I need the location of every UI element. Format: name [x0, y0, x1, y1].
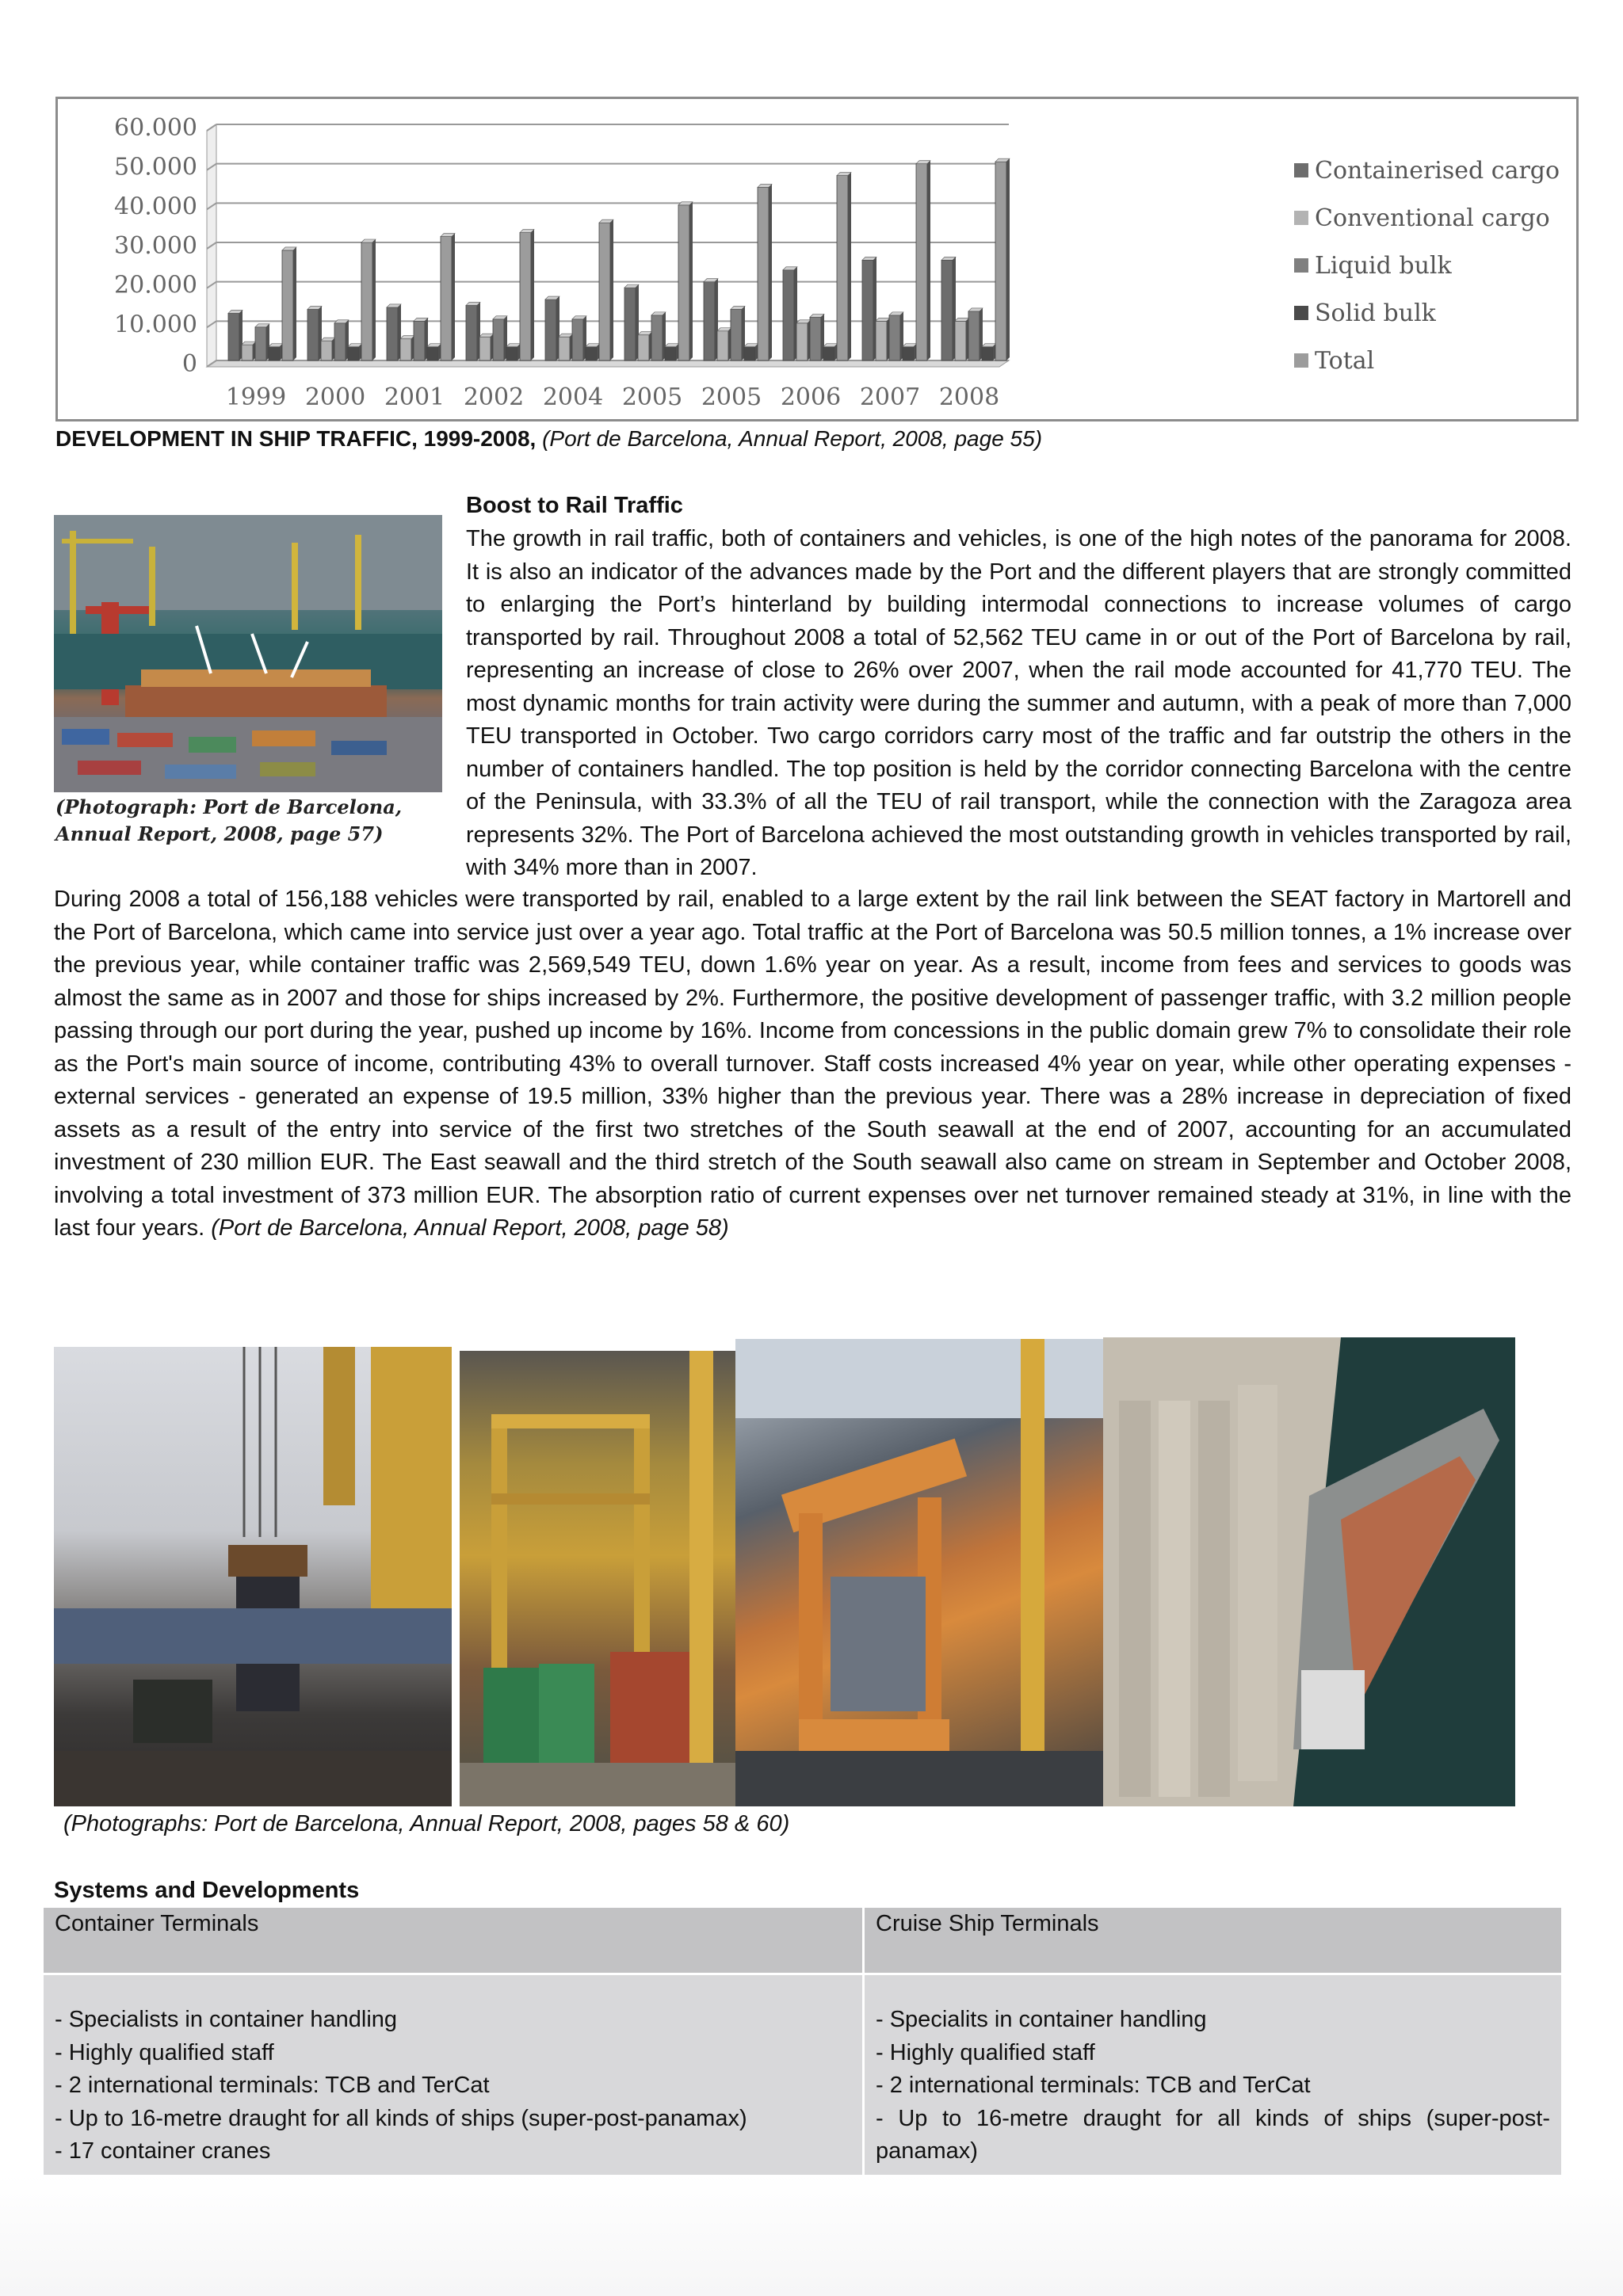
bar: [889, 315, 900, 360]
bar: [586, 347, 597, 360]
bar: [638, 335, 649, 360]
list-item: - Up to 16-metre draught for all kinds of ships (super-post-panamax): [876, 2105, 1550, 2164]
legend-swatch: [1294, 306, 1308, 320]
bar: [704, 282, 715, 360]
bar: [995, 162, 1006, 360]
y-tick-label: 40.000: [114, 193, 197, 221]
bar: [269, 347, 280, 360]
straddle-carrier-photo: [460, 1351, 737, 1806]
bar: [387, 307, 398, 360]
legend-swatch: [1294, 353, 1308, 368]
crane-lift-photo-art: [54, 1347, 452, 1806]
bar: [520, 233, 531, 360]
bar: [599, 223, 610, 360]
bar: [427, 347, 438, 360]
port-photo-caption: (Photograph: Port de Barcelona, Annual Report, 2008, page 57): [55, 795, 403, 845]
legend-label: Liquid bulk: [1315, 251, 1452, 280]
list-item: - Highly qualified staff: [876, 2039, 1095, 2065]
bar: [307, 309, 319, 360]
list-item: - 17 container cranes: [55, 2138, 271, 2164]
bar: [731, 309, 742, 360]
y-tick-label: 20.000: [114, 271, 197, 299]
bar-side: [610, 219, 613, 360]
bar: [361, 242, 372, 360]
port-photo: [54, 515, 442, 792]
list-item: - 2 international terminals: TCB and TerCat: [876, 2073, 1311, 2098]
bar: [941, 260, 953, 360]
bar: [678, 205, 689, 360]
legend-swatch: [1294, 211, 1308, 225]
page-bottom-shade: [0, 2175, 1623, 2296]
bar: [624, 288, 636, 360]
x-tick-label: 2002: [463, 383, 525, 411]
bar: [862, 260, 873, 360]
straddle-carrier-photo-art: [460, 1351, 737, 1806]
bar: [837, 176, 848, 360]
port-photo-art: [54, 515, 442, 792]
bar: [228, 313, 239, 360]
legend-swatch: [1294, 163, 1308, 177]
rail-section-title: Boost to Rail Traffic: [466, 493, 683, 518]
bar-side: [452, 234, 455, 360]
legend-item: [1294, 289, 1560, 337]
bar: [744, 347, 755, 360]
bar: [665, 347, 676, 360]
figure-caption: [55, 426, 1042, 452]
bar: [282, 250, 293, 360]
legend-item: [1294, 337, 1560, 384]
y-tick-label: 10.000: [114, 311, 197, 339]
list-item: - 2 international terminals: TCB and TerCat: [55, 2073, 490, 2098]
ship-traffic-chart: [55, 97, 1579, 421]
list-item: - Specialists in container handling: [55, 2007, 398, 2032]
y-tick-label: 50.000: [114, 153, 197, 181]
bar: [810, 317, 821, 360]
bar: [876, 321, 887, 360]
x-tick-label: 2007: [859, 383, 921, 411]
container-terminals-header: Container Terminals: [44, 1908, 864, 1974]
x-tick-label: 2008: [938, 383, 1000, 411]
bar: [545, 299, 556, 360]
bar: [823, 347, 834, 360]
chart-floor: [207, 360, 1009, 367]
crane-lift-photo: [54, 1347, 452, 1806]
legend-label: Conventional cargo: [1315, 204, 1550, 232]
list-item: - Specialits in container handling: [876, 2007, 1207, 2032]
y-tick-label: 30.000: [114, 232, 197, 260]
legend-swatch: [1294, 258, 1308, 273]
x-tick-label: 2005: [701, 383, 762, 411]
list-item: - Up to 16-metre draught for all kinds of ships (super-post-panamax): [55, 2105, 747, 2131]
legend-item: [1294, 194, 1560, 242]
bar: [255, 327, 266, 360]
container-spreader-photo-art: [735, 1339, 1104, 1806]
bar-side: [531, 230, 534, 360]
x-tick-label: 1999: [225, 383, 287, 411]
x-tick-label: 2001: [384, 383, 445, 411]
bulk-ship-photo-art: [1103, 1337, 1515, 1806]
bar: [559, 337, 570, 360]
container-terminals-cell: [44, 1974, 864, 2202]
chart-legend: [1294, 147, 1560, 384]
bar: [783, 270, 794, 360]
bar: [400, 339, 411, 360]
bar: [968, 311, 980, 360]
bar: [414, 321, 425, 360]
rail-paragraph-top: The growth in rail traffic, both of containers and vehicles, is one of the high notes of the panorama for 2008. It is also an indicator of the advances made by the Port and the different players that are strongly committed to enlarging the Port’s hinterland by building intermodal connections to increase volumes of cargo transported by rail. Throughout 2008 a total of 52,562 TEU came in or out of the Port of Barcelona by rail, representing an increase of close to 26% over 2007, when the rail mode accounted for 41,770 TEU. The most dynamic months for train activity were during the summer and autumn, with a peak of more than 7,000 TEU transported in October. Two cargo corridors carry most of the traffic and far outstrip the others in the number of containers handled. The top position is held by the corridor connecting Barcelona with the centre of the Peninsula, with 33.3% of all the TEU of rail transport, while the connection with the Zaragoza area represents 32%. The Port of Barcelona achieved the most outstanding growth in vehicles transported by rail, with 34% more than in 2007.: [466, 526, 1571, 880]
bar: [506, 347, 517, 360]
legend-item: [1294, 147, 1560, 194]
x-tick-label: 2006: [780, 383, 842, 411]
bar: [955, 321, 966, 360]
systems-table: [44, 1908, 1561, 2201]
figure-caption-source: (Port de Barcelona, Annual Report, 2008, page 55): [542, 426, 1043, 451]
bar: [493, 319, 504, 360]
bar: [982, 347, 993, 360]
rail-paragraph-bottom: [54, 883, 1571, 1245]
bar: [796, 323, 808, 360]
bar: [651, 315, 663, 360]
bar: [334, 323, 346, 360]
rail-paragraph-bottom-text: During 2008 a total of 156,188 vehicles were transported by rail, enabled to a large extent by the rail link between the SEAT factory in Martorell and the Port of Barcelona, which came into service just over a year ago. Total traffic at the Port of Barcelona was 50.5 million tonnes, a 1% increase over the previous year, while container traffic was 2,569,549 TEU, down 1.6% year on year. As a result, income from fees and services to goods was almost the same as in 2007 and those for ships increased by 2%. Furthermore, the positive development of passenger traffic, with 3.2 million people passing through our port during the year, pushed up income by 16%. Income from concessions in the public domain grew 7% to consolidate their role as the Port's main source of income, contributing 43% to overall turnover. Staff costs increased 4% year on year, while other operating expenses - external services - generated an expense of 19.5 million, 33% higher than the previous year. There was a 28% increase in depreciation of fixed assets as a result of the entry into service of the first two stretches of the South seawall at the end of 2007, accounting for an accumulated investment of 230 million EUR. The East seawall and the third stretch of the South seawall also came on stream in September and October 2008, involving a total investment of 373 million EUR. The absorption ratio of current expenses over net turnover remained steady at 31%, in line with the last four years.: [54, 887, 1571, 1241]
container-spreader-photo: [735, 1339, 1104, 1806]
bar: [348, 347, 359, 360]
x-tick-label: 2000: [304, 383, 366, 411]
bar: [916, 164, 927, 360]
bar: [717, 331, 728, 360]
bar-side: [1006, 158, 1010, 360]
bar-side: [293, 247, 296, 360]
figure-caption-title: DEVELOPMENT IN SHIP TRAFFIC, 1999-2008,: [55, 426, 537, 451]
bar: [441, 237, 452, 360]
cruise-terminals-header: Cruise Ship Terminals: [864, 1908, 1562, 1974]
bar: [466, 305, 477, 360]
legend-label: Total: [1315, 346, 1375, 375]
bar-side: [848, 173, 851, 360]
bar-side: [927, 161, 930, 360]
bar: [758, 187, 769, 360]
photos-caption: (Photographs: Port de Barcelona, Annual Report, 2008, pages 58 & 60): [63, 1811, 790, 1836]
legend-label: Solid bulk: [1315, 299, 1436, 327]
bar: [321, 341, 332, 360]
bar-side: [372, 239, 376, 360]
bar: [479, 337, 491, 360]
list-item: - Highly qualified staff: [55, 2039, 274, 2065]
rail-paragraph-source: (Port de Barcelona, Annual Report, 2008, page 58): [211, 1215, 729, 1241]
x-tick-label: 2005: [621, 383, 683, 411]
legend-item: [1294, 242, 1560, 289]
systems-title: Systems and Developments: [54, 1878, 360, 1903]
systems-table-body-row: [44, 1974, 1561, 2202]
bar: [242, 345, 253, 360]
legend-label: Containerised cargo: [1315, 156, 1560, 185]
cruise-terminals-cell: [864, 1974, 1562, 2202]
bar: [572, 319, 583, 360]
bar-side: [769, 184, 772, 360]
bar: [903, 347, 914, 360]
x-tick-label: 2004: [542, 383, 604, 411]
bulk-ship-photo: [1103, 1337, 1515, 1806]
y-tick-label: 0: [181, 350, 197, 378]
systems-table-header-row: [44, 1908, 1561, 1974]
y-tick-label: 60.000: [114, 114, 197, 142]
bar-side: [689, 202, 693, 360]
